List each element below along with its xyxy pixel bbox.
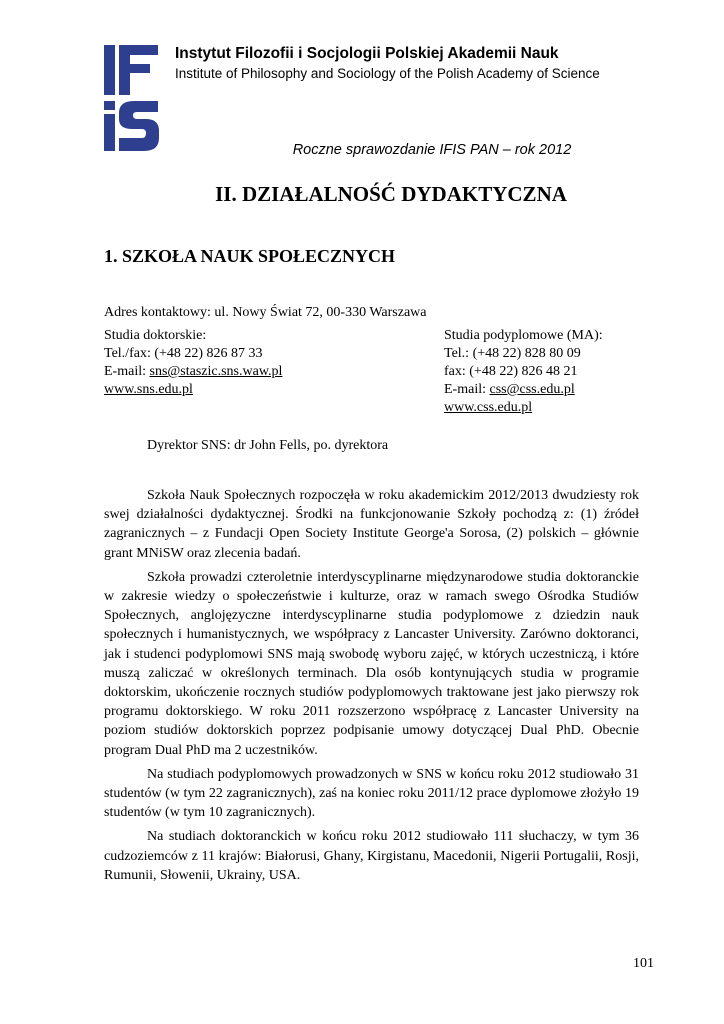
postgraduate-phone: Tel.: (+48 22) 828 80 09	[444, 346, 581, 361]
postgraduate-website-link[interactable]: www.css.edu.pl	[444, 400, 533, 415]
postgraduate-email-link[interactable]: css@css.edu.pl	[489, 382, 575, 397]
postgraduate-email-label: E-mail:	[444, 382, 490, 397]
chapter-title: II. DZIAŁALNOŚĆ DYDAKTYCZNA	[215, 182, 567, 206]
postgraduate-fax: fax: (+48 22) 826 48 21	[444, 364, 578, 379]
paragraph-1: Szkoła Nauk Społecznych rozpoczęła w roku akademickim 2012/2013 dwudziesty rok swej działalności dydaktycznej. Środki na funkcjonowanie Szkoły pochodzą z: (1) źródeł zagranicznych – z Fundacji Open Society Institute George'a Sorosa, (2) polskich – głównie grant MNiSW oraz zlecenia badań.	[104, 488, 639, 561]
postgraduate-contact	[444, 327, 603, 417]
paragraph-3: Na studiach podyplomowych prowadzonych w SNS w końcu roku 2012 studiowało 31 studentów (w tym 22 zagranicznych), zaś na koniec roku 2011/12 prace dyplomowe złożyło 19 studentów (w tym 10 zagranicznych).	[104, 766, 639, 821]
paragraph-4: Na studiach doktoranckich w końcu roku 2012 studiowało 111 słuchaczy, w tym 36 cudzoziemców z 11 krajów: Białorusi, Ghany, Kirgistanu, Macedonii, Nigerii Portugalii, Rosji, Rumunii, Słowenii, Ukrainy, USA.	[104, 829, 639, 883]
doctoral-contact	[104, 327, 282, 399]
doctoral-email-line	[104, 363, 282, 381]
section-title: 1. SZKOŁA NAUK SPOŁECZNYCH	[104, 246, 396, 266]
page-number: 101	[633, 956, 654, 971]
doctoral-heading: Studia doktorskie:	[104, 328, 207, 343]
director-line: Dyrektor SNS: dr John Fells, po. dyrektora	[147, 438, 389, 453]
postgraduate-email-line	[444, 381, 603, 399]
ifis-logo	[104, 45, 162, 151]
doctoral-email-link[interactable]: sns@staszic.sns.waw.pl	[149, 364, 283, 379]
paragraph-2: Szkoła prowadzi czteroletnie interdyscyplinarne międzynarodowe studia doktoranckie w zakresie wiedzy o społeczeństwie i kulturze, oraz w ramach swego Ośrodka Studiów Społecznych, anglojęzyczne interdyscyplinarne studia podyplomowe z dziedzin nauk społecznych i humanistycznych, we współpracy z Lancaster University. Zarówno doktoranci, jak i studenci podyplomowi SNS mają swobodę wyboru zajęć, w których uczestniczą, i które muszą zaliczać w określonych terminach. Dla osób kontynujących studia w programie doktorskim, ukończenie rocznych studiów podyplomowych traktowane jest jako pierwszy rok programu doktorskiego. W roku 2011 rozszerzono współpracę z Lancaster University na poziom studiów doktorskich poprzez podpisanie umowy dotyczącej Dual PhD. Obecnie program Dual PhD ma 2 uczestników.	[104, 569, 639, 758]
institute-name-en: Institute of Philosophy and Sociology of the Polish Academy of Science	[175, 66, 600, 81]
postgraduate-heading: Studia podyplomowe (MA):	[444, 328, 603, 343]
doctoral-website-link[interactable]: www.sns.edu.pl	[104, 382, 193, 397]
institute-name-pl: Instytut Filozofii i Socjologii Polskiej Akademii Nauk	[175, 45, 559, 62]
contact-address: Adres kontaktowy: ul. Nowy Świat 72, 00-330 Warszawa	[104, 305, 427, 320]
doctoral-email-label: E-mail:	[104, 364, 150, 379]
doctoral-phone: Tel./fax: (+48 22) 826 87 33	[104, 346, 263, 361]
report-title: Roczne sprawozdanie IFIS PAN – rok 2012	[292, 142, 572, 158]
body-text	[104, 486, 639, 890]
